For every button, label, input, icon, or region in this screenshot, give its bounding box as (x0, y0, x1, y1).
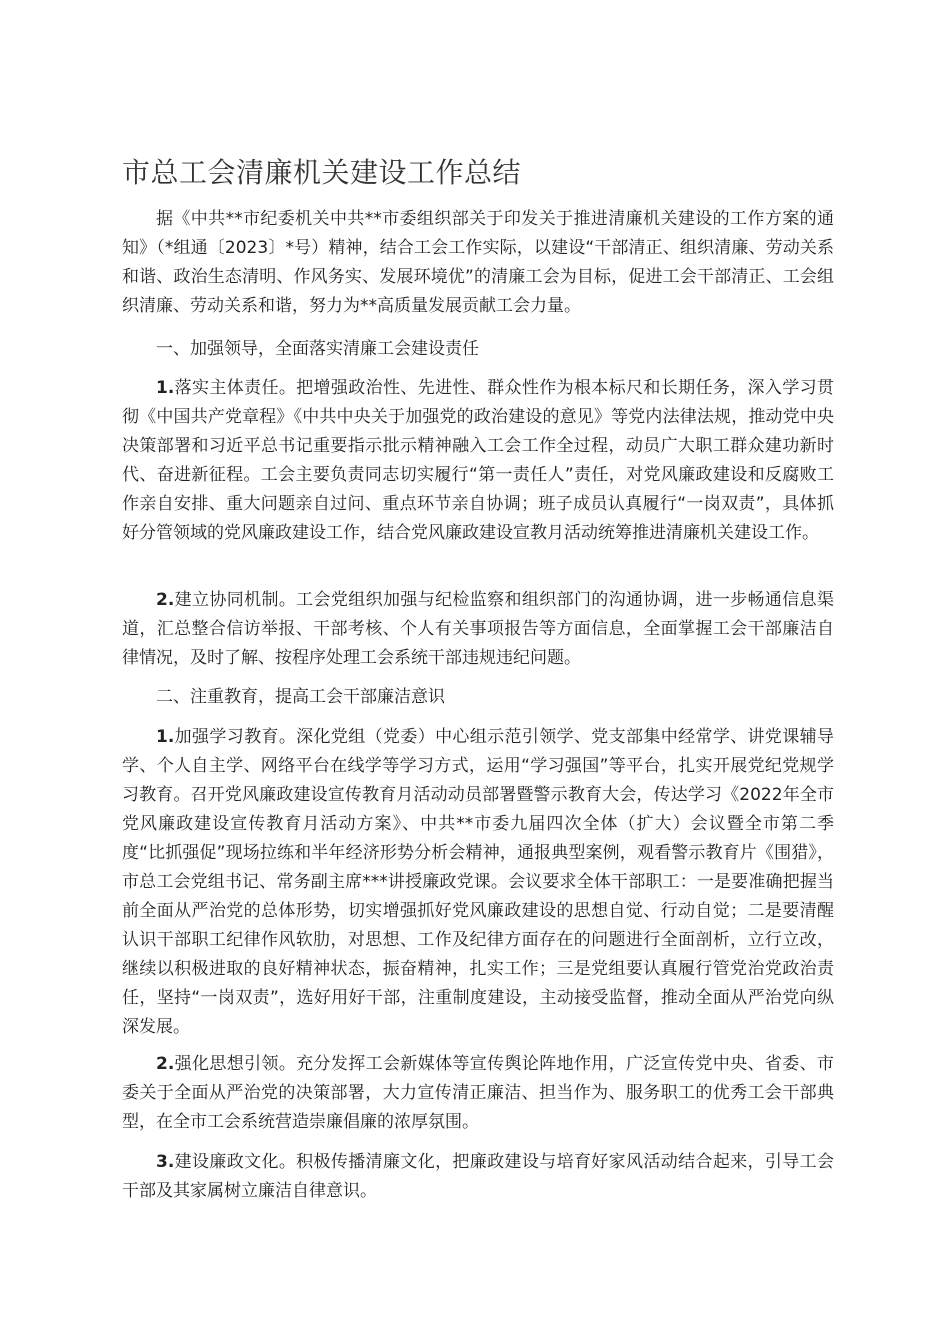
item-text: 强化思想引领。充分发挥工会新媒体等宣传舆论阵地作用，广泛宣传党中央、省委、市委关于全面从严治党的决策部署，大力宣传清正廉洁、担当作为、服务职工的优秀工会干部典型，在全市工会系统营造崇廉倡廉的浓厚氛围。 (122, 1054, 834, 1132)
item-text: 加强学习教育。深化党组（党委）中心组示范引领学、党支部集中经常学、讲党课辅导学、个人自主学、网络平台在线学等学习方式，运用“学习强国”等平台，扎实开展党纪党规学习教育。召开党风廉政建设宣传教育月活动动员部署暨警示教育大会，传达学习《2022年全市党风廉政建设宣传教育月活动方案》、中共**市委九届四次全体（扩大）会议暨全市第二季度“比抓强促”现场拉练和半年经济形势分析会精神，通报典型案例，观看警示教育片《围猎》，市总工会党组书记、常务副主席***讲授廉政党课。会议要求全体干部职工：一是要准确把握当前全面从严治党的总体形势，切实增强抓好党风廉政建设的思想自觉、行动自觉；二是要清醒认识干部职工纪律作风软肋，对思想、工作及纪律方面存在的问题进行全面剖析，立行立改，继续以积极进取的良好精神状态，振奋精神，扎实工作；三是党组要认真履行管党治党政治责任，坚持“一岗双责”，选好用好干部，注重制度建设，主动接受监督，推动全面从严治党向纵深发展。 (122, 727, 834, 1037)
item-number: 2. (156, 1054, 175, 1074)
section-2-item-2 (122, 1050, 834, 1137)
section-2-item-1 (122, 723, 834, 1042)
item-text: 落实主体责任。把增强政治性、先进性、群众性作为根本标尺和长期任务，深入学习贯彻《中国共产党章程》《中共中央关于加强党的政治建设的意见》等党内法律法规，推动党中央决策部署和习近平总书记重要指示批示精神融入工会工作全过程，动员广大职工群众建功新时代、奋进新征程。工会主要负责同志切实履行“第一责任人”责任，对党风廉政建设和反腐败工作亲自安排、重大问题亲自过问、重点环节亲自协调；班子成员认真履行“一岗双责”，具体抓好分管领域的党风廉政建设工作，结合党风廉政建设宣教月活动统筹推进清廉机关建设工作。 (122, 378, 834, 543)
item-number: 2. (156, 590, 175, 610)
section-2-heading: 二、注重教育，提高工会干部廉洁意识 (156, 687, 445, 707)
item-text: 建设廉政文化。积极传播清廉文化，把廉政建设与培育好家风活动结合起来，引导工会干部及其家属树立廉洁自律意识。 (122, 1152, 834, 1201)
section-1-item-2 (122, 586, 834, 673)
section-1-item-1 (122, 374, 834, 548)
item-number: 1. (156, 727, 175, 747)
section-2-item-3 (122, 1148, 834, 1206)
section-1-heading: 一、加强领导，全面落实清廉工会建设责任 (156, 339, 479, 359)
item-number: 3. (156, 1152, 175, 1172)
item-number: 1. (156, 378, 175, 398)
document-title: 市总工会清廉机关建设工作总结 (122, 156, 522, 189)
intro-paragraph: 据《中共**市纪委机关中共**市委组织部关于印发关于推进清廉机关建设的工作方案的通知》（*组通〔2023〕*号）精神，结合工会工作实际，以建设“干部清正、组织清廉、劳动关系和谐、政治生态清明、作风务实、发展环境优”的清廉工会为目标，促进工会干部清正、工会组织清廉、劳动关系和谐，努力为**高质量发展贡献工会力量。 (122, 209, 834, 316)
item-text: 建立协同机制。工会党组织加强与纪检监察和组织部门的沟通协调，进一步畅通信息渠道，汇总整合信访举报、干部考核、个人有关事项报告等方面信息，全面掌握工会干部廉洁自律情况，及时了解、按程序处理工会系统干部违规违纪问题。 (122, 590, 834, 668)
